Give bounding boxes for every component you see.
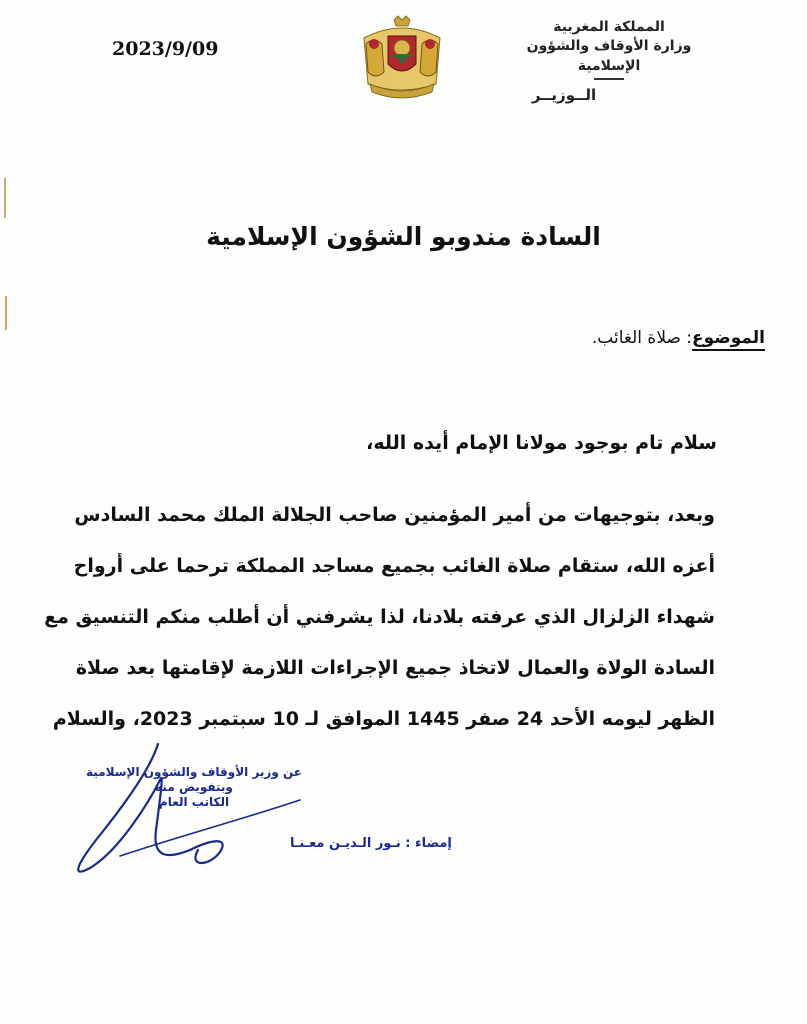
signatory-name: إمضاء : نـور الـديـن معـنـا [290, 836, 452, 851]
letter-date: 2023/9/09 [112, 38, 219, 60]
handwritten-signature-icon [60, 740, 320, 890]
header-divider [594, 78, 624, 80]
subject-text: : صلاة الغائب. [591, 328, 693, 348]
body-line: وبعد، بتوجيهات من أمير المؤمنين صاحب الجلالة الملك محمد السادس [74, 504, 715, 526]
coat-of-arms-icon [356, 14, 448, 100]
scan-edge-mark [5, 296, 7, 330]
body-line: أعزه الله، ستقام صلاة الغائب بجميع مساجد المملكة ترحما على أرواح [73, 555, 715, 577]
minister-title: الــوزيــر [531, 86, 597, 104]
body-line: شهداء الزلزال الذي عرفته بلادنا، لذا يشرفني أن أطلب منكم التنسيق مع [44, 606, 715, 628]
subject-line [592, 328, 765, 348]
ministry-name: وزارة الأوقاف والشؤون الإسلامية [526, 38, 692, 74]
signature-role: الكاتب العام [158, 795, 230, 809]
kingdom-name: المملكة المغربية [553, 19, 665, 35]
letter-body [44, 490, 715, 745]
body-line: الظهر ليومه الأحد 24 صفر 1445 الموافق لـ 10 سبتمبر 2023، والسلام [52, 708, 715, 730]
body-line: السادة الولاة والعمال لاتخاذ جميع الإجراءات اللازمة لإقامتها بعد صلاة [75, 657, 715, 679]
signature-block [79, 765, 309, 810]
recipient-heading: السادة مندوبو الشؤون الإسلامية [206, 222, 601, 251]
greeting-line: سلام تام بوجود مولانا الإمام أيده الله، [366, 432, 717, 454]
letterhead [499, 18, 719, 106]
scan-edge-mark [4, 178, 6, 218]
subject-label: الموضوع [692, 328, 765, 351]
signature-delegation: وبتفويض منه [155, 780, 233, 794]
signature-authority: عن وزير الأوقاف والشؤون الإسلامية [86, 765, 302, 779]
